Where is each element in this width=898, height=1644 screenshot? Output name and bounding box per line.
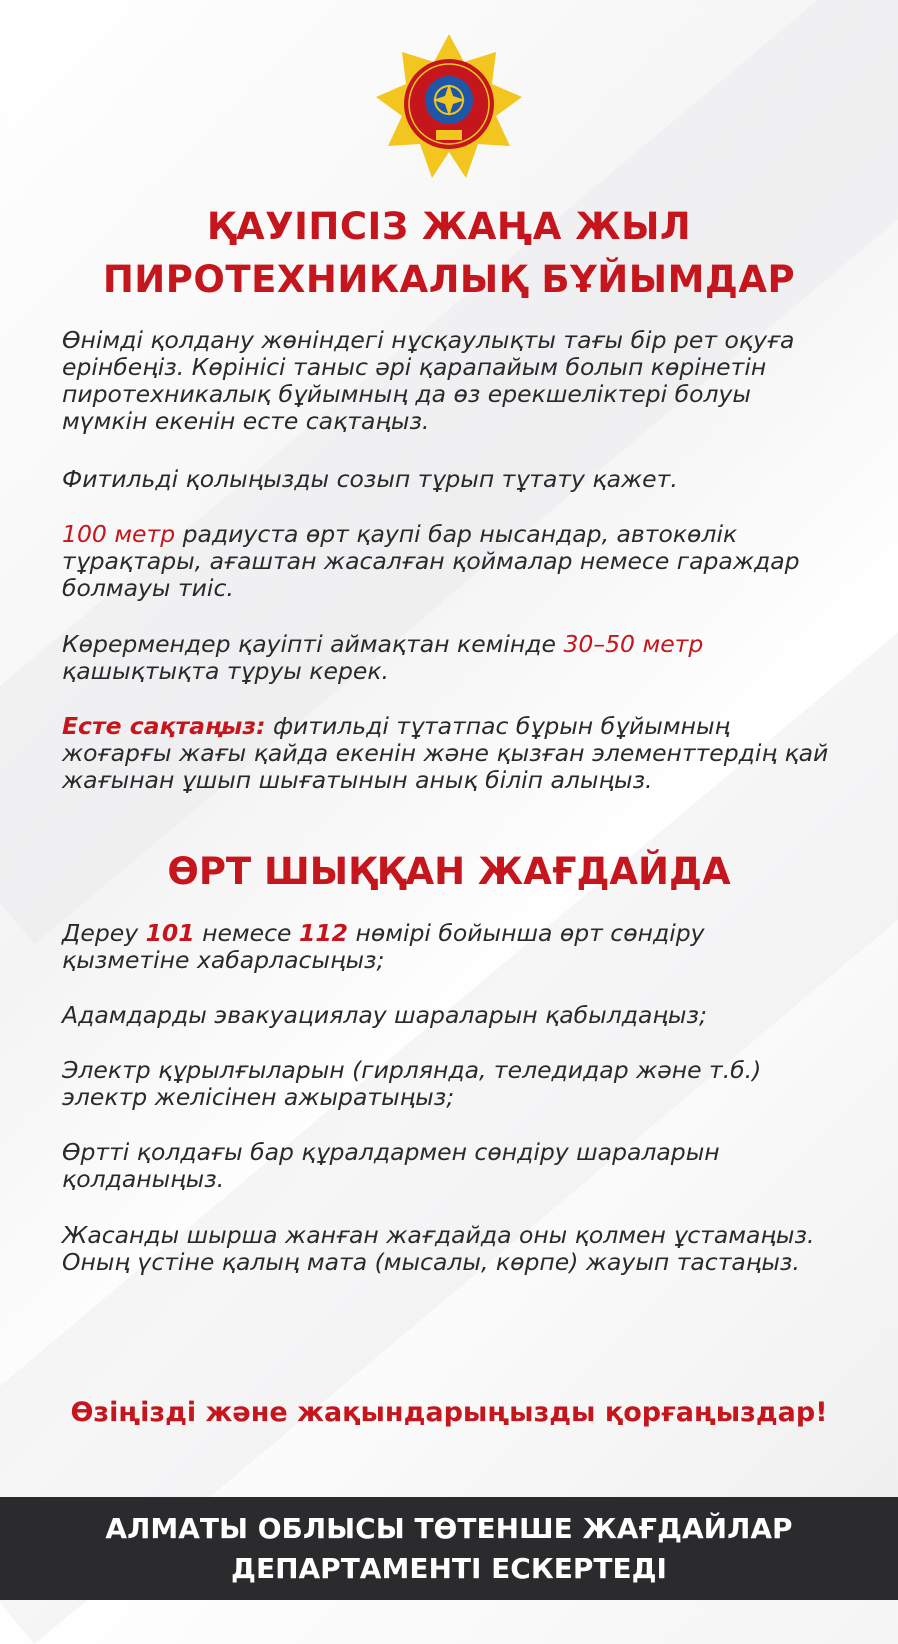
text-span: радиуста өрт қаупі бар нысандар, автокөлік — [175, 520, 738, 548]
text-line — [62, 631, 862, 658]
text-line: қызметіне хабарласыңыз; — [62, 946, 385, 974]
title-line-1: ҚАУІПСІЗ ЖАҢА ЖЫЛ — [206, 205, 692, 248]
text-line: пиротехникалық бұйымның да өз ерекшеліктері болуы — [62, 380, 751, 408]
text-line: ерінбеңіз. Көрінісі таныс әрі қарапайым болып көрінетін — [62, 353, 767, 381]
text-line: қашықтықта тұруы керек. — [62, 657, 389, 685]
paragraph-remember — [62, 713, 862, 794]
paragraph-extinguish — [62, 1139, 862, 1193]
paragraph-electric — [62, 1057, 862, 1111]
paragraph-radius — [62, 521, 862, 602]
text-line: Адамдарды эвакуациялау шараларын қабылдаңыз; — [62, 1001, 707, 1029]
text-line: жоғарғы жағы қайда екенін және қызған элементтердің қай — [62, 739, 829, 767]
text-line: тұрақтары, ағаштан жасалған қоймалар немесе гараждар — [62, 547, 800, 575]
phone-number-112: 112 — [298, 919, 349, 947]
text-span: Дереу — [62, 919, 146, 947]
emblem-logo — [374, 32, 524, 182]
text-span: Көрермендер қауіпті аймақтан кемінде — [62, 630, 564, 658]
text-line — [62, 920, 862, 947]
text-line: мүмкін екенін есте сақтаңыз. — [62, 407, 430, 435]
highlight-distance: 100 метр — [62, 520, 176, 548]
footer-banner — [0, 1497, 898, 1600]
text-span: немесе — [194, 919, 299, 947]
paragraph-call — [62, 920, 862, 974]
fire-section-heading: ӨРТ ШЫҚҚАН ЖАҒДАЙДА — [167, 850, 731, 893]
footer-line-1: АЛМАТЫ ОБЛЫСЫ ТӨТЕНШЕ ЖАҒДАЙЛАР — [105, 1512, 793, 1545]
text-span: нөмірі бойынша өрт сөндіру — [348, 919, 705, 947]
text-line: Өртті қолдағы бар құралдармен сөндіру шараларын — [62, 1138, 720, 1166]
text-line: Фитильді қолыңызды созып тұрып тұтату қажет. — [62, 465, 678, 493]
text-line: Өнімді қолдану жөніндегі нұсқаулықты тағы бір рет оқуға — [62, 326, 795, 354]
phone-number-101: 101 — [145, 919, 195, 947]
paragraph-tree — [62, 1222, 862, 1276]
text-line: болмауы тиіс. — [62, 574, 234, 602]
text-line — [62, 713, 862, 740]
remember-label: Есте сақтаңыз: — [62, 712, 266, 740]
text-span: фитильді тұтатпас бұрын бұйымның — [265, 712, 731, 740]
slogan: Өзіңізді және жақындарыңызды қорғаңыздар! — [70, 1397, 828, 1428]
text-line: жағынан ұшып шығатынын анық біліп алыңыз. — [62, 766, 653, 794]
text-line: Жасанды шырша жанған жағдайда оны қолмен ұстамаңыз. — [62, 1221, 815, 1249]
footer-line-2: ДЕПАРТАМЕНТІ ЕСКЕРТЕДІ — [231, 1552, 667, 1585]
paragraph-fuse — [62, 466, 862, 493]
text-line: электр желісінен ажыратыңыз; — [62, 1083, 455, 1111]
paragraph-spectators — [62, 631, 862, 685]
text-line — [62, 521, 862, 548]
text-line: Оның үстіне қалың мата (мысалы, көрпе) жауып тастаңыз. — [62, 1248, 800, 1276]
title-line-2: ПИРОТЕХНИКАЛЫҚ БҰЙЫМДАР — [102, 258, 796, 301]
paragraph-instructions — [62, 327, 862, 435]
highlight-distance: 30–50 метр — [563, 630, 704, 658]
paragraph-evacuate — [62, 1002, 862, 1029]
text-line: қолданыңыз. — [62, 1165, 225, 1193]
text-line: Электр құрылғыларын (гирлянда, теледидар және т.б.) — [62, 1056, 762, 1084]
